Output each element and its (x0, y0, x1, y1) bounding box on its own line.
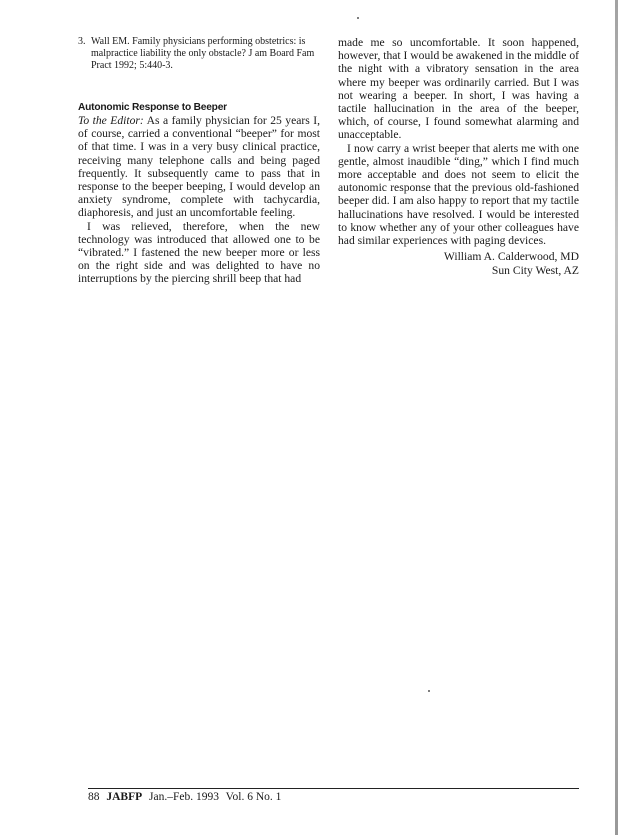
volume-info: Vol. 6 No. 1 (225, 791, 282, 803)
page-number: 88 (88, 791, 100, 803)
reference-item (78, 36, 320, 72)
author-name: William A. Calderwood, MD (443, 250, 579, 264)
letter-paragraph-2: I was relieved, therefore, when the new technology was introduced that allowed one to be “vibrated.” I fastened the new beeper more or less on the right side and was delighted to have no interruptions by the piercing shrill beep that had (78, 219, 320, 286)
scan-dot-artifact (357, 17, 359, 19)
letter-heading: Autonomic Response to Beeper (78, 102, 227, 113)
page-footer (88, 788, 579, 803)
reference-text: Wall EM. Family physicians performing obstetrics: is malpractice liability the only obstacle? J am Board Fam Pract 1992; 5:440-3. (91, 36, 315, 71)
scan-dot-artifact (428, 690, 430, 692)
paragraph-1-text: As a family physician for 25 years I, of course, carried a conventional “beeper” for most of that time. I was in a very busy clinical practice, receiving many telephone calls and being paged frequently. It subsequently came to pass that in response to the beeper beeping, I would develop an anxiety syndrome, complete with tachycardia, diaphoresis, and just an uncomfortable feeling. (78, 114, 320, 220)
salutation: To the Editor: (78, 114, 144, 127)
right-column (338, 36, 579, 278)
left-column (78, 36, 320, 286)
signature-block (338, 250, 579, 278)
letter-paragraph-1 (78, 114, 320, 220)
journal-name: JABFP (106, 791, 143, 803)
issue-date: Jan.–Feb. 1993 (149, 791, 219, 803)
letter-paragraph-2-continued: made me so uncomfortable. It soon happened, however, that I would be awakened in the middle of the night with a vibratory sensation in the area where my beeper was ordinarily carried. But I was not wearing a beeper. In short, I was having a tactile hallucination in the area of the beeper, which, of course, I found somewhat alarming and unacceptable. (338, 36, 579, 142)
letter-paragraph-3: I now carry a wrist beeper that alerts me with one gentle, almost inaudible “ding,” which I find much more acceptable and does not seem to elicit the autonomic response that the previous old-fashioned beeper did. I am also happy to report that my tactile hallucinations have resolved. I would be interested to know whether any of your other colleagues have had similar experiences with paging devices. (338, 141, 579, 248)
reference-number: 3. (78, 36, 86, 47)
scan-edge-artifact (615, 0, 618, 835)
author-location: Sun City West, AZ (491, 264, 579, 278)
